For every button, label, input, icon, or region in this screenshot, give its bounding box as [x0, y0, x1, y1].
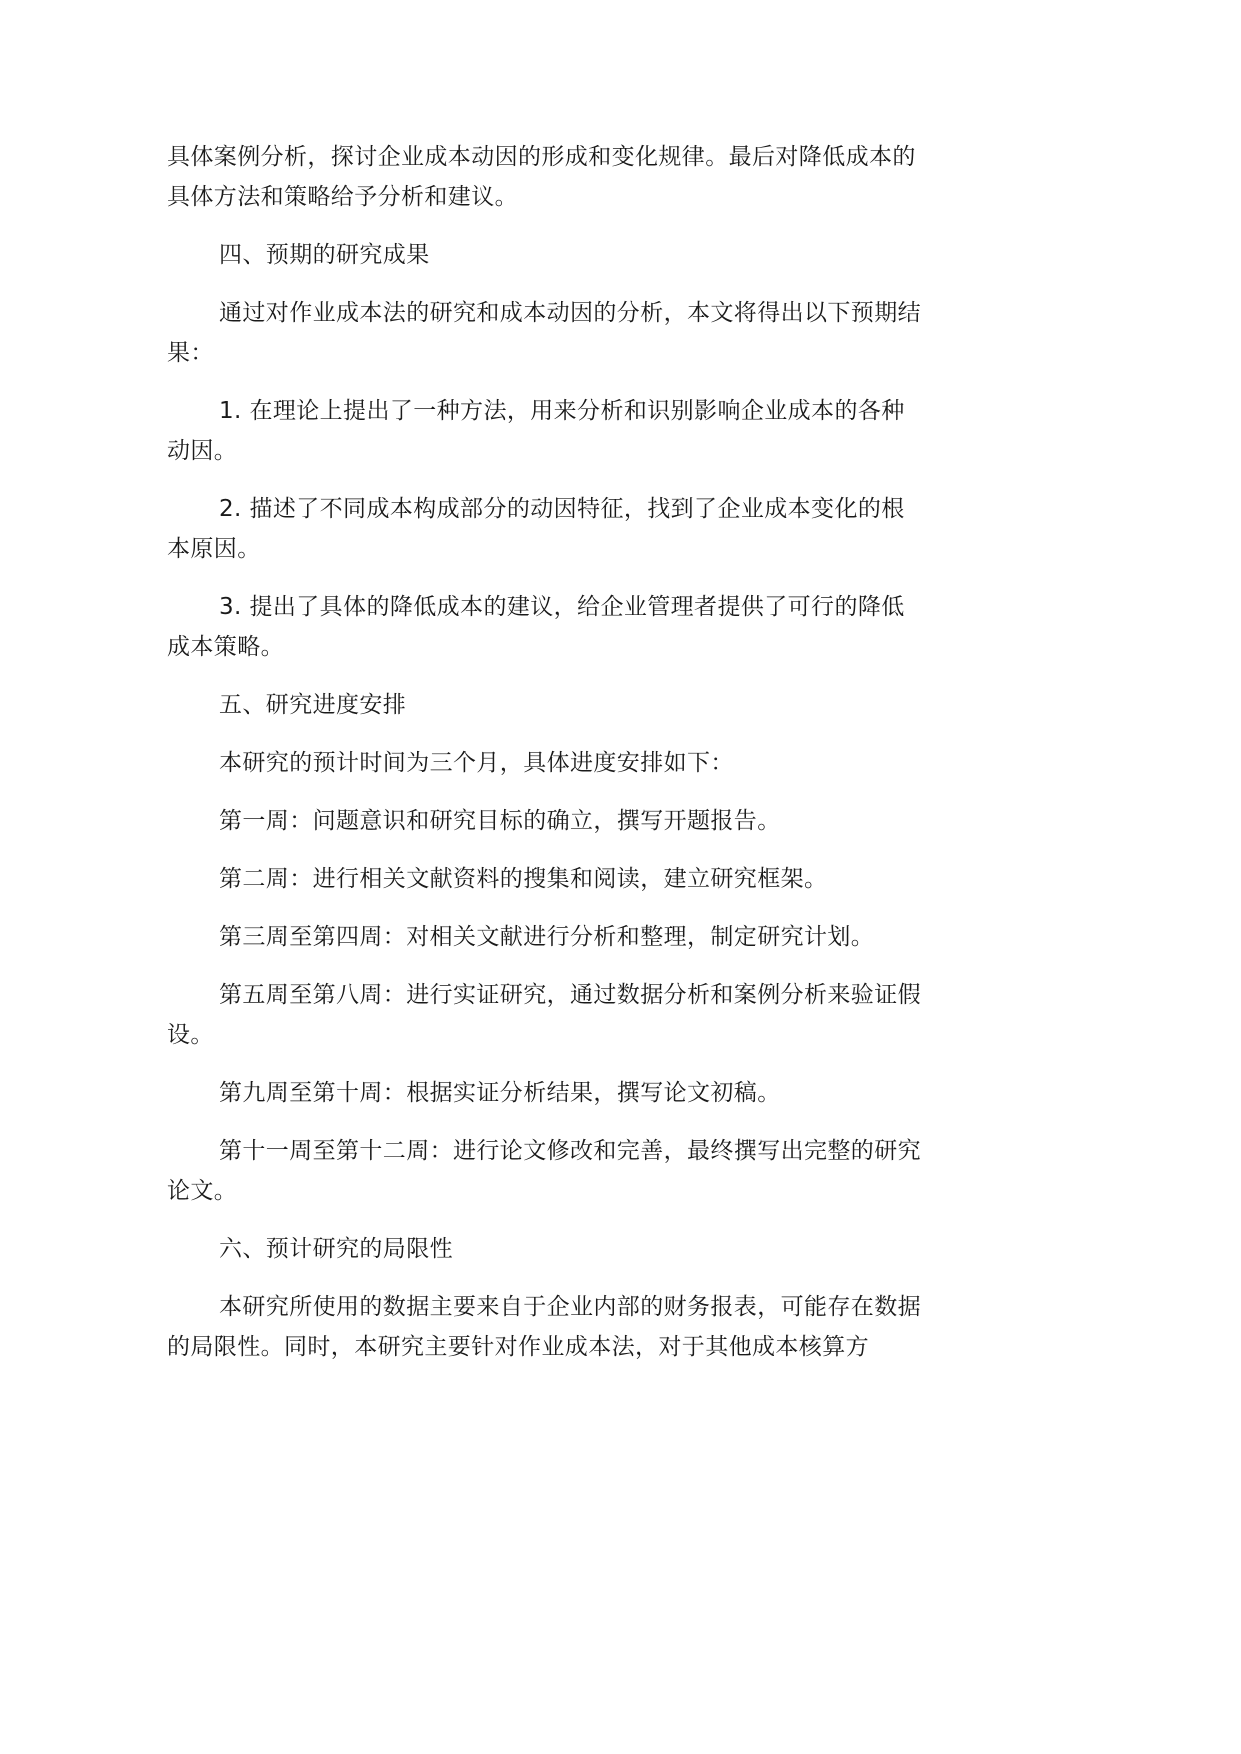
body-paragraph: 具体案例分析，探讨企业成本动因的形成和变化规律。最后对降低成本的具体方法和策略给予分析和建议。: [167, 144, 916, 210]
schedule-item: 第九周至第十周：根据实证分析结果，撰写论文初稿。: [219, 1080, 781, 1106]
section-heading-5: 五、研究进度安排: [219, 692, 407, 718]
schedule-item: 第三周至第四周：对相关文献进行分析和整理，制定研究计划。: [219, 924, 875, 950]
document-body: [167, 137, 927, 1385]
schedule-item: 第十一周至第十二周：进行论文修改和完善，最终撰写出完整的研究论文。: [167, 1138, 921, 1204]
list-item: 1. 在理论上提出了一种方法，用来分析和识别影响企业成本的各种动因。: [167, 398, 905, 464]
section-heading-4: 四、预期的研究成果: [219, 242, 430, 268]
body-paragraph: 本研究所使用的数据主要来自于企业内部的财务报表，可能存在数据的局限性。同时，本研究主要针对作业成本法，对于其他成本核算方: [167, 1294, 921, 1360]
schedule-item: 第二周：进行相关文献资料的搜集和阅读，建立研究框架。: [219, 866, 828, 892]
schedule-item: 第一周：问题意识和研究目标的确立，撰写开题报告。: [219, 808, 781, 834]
list-item: 2. 描述了不同成本构成部分的动因特征，找到了企业成本变化的根本原因。: [167, 496, 905, 562]
schedule-item: 第五周至第八周：进行实证研究，通过数据分析和案例分析来验证假设。: [167, 982, 921, 1048]
body-paragraph: 通过对作业成本法的研究和成本动因的分析，本文将得出以下预期结果：: [167, 300, 921, 366]
body-paragraph: 本研究的预计时间为三个月，具体进度安排如下：: [219, 750, 734, 776]
section-heading-6: 六、预计研究的局限性: [219, 1236, 453, 1262]
list-item: 3. 提出了具体的降低成本的建议，给企业管理者提供了可行的降低成本策略。: [167, 594, 905, 660]
